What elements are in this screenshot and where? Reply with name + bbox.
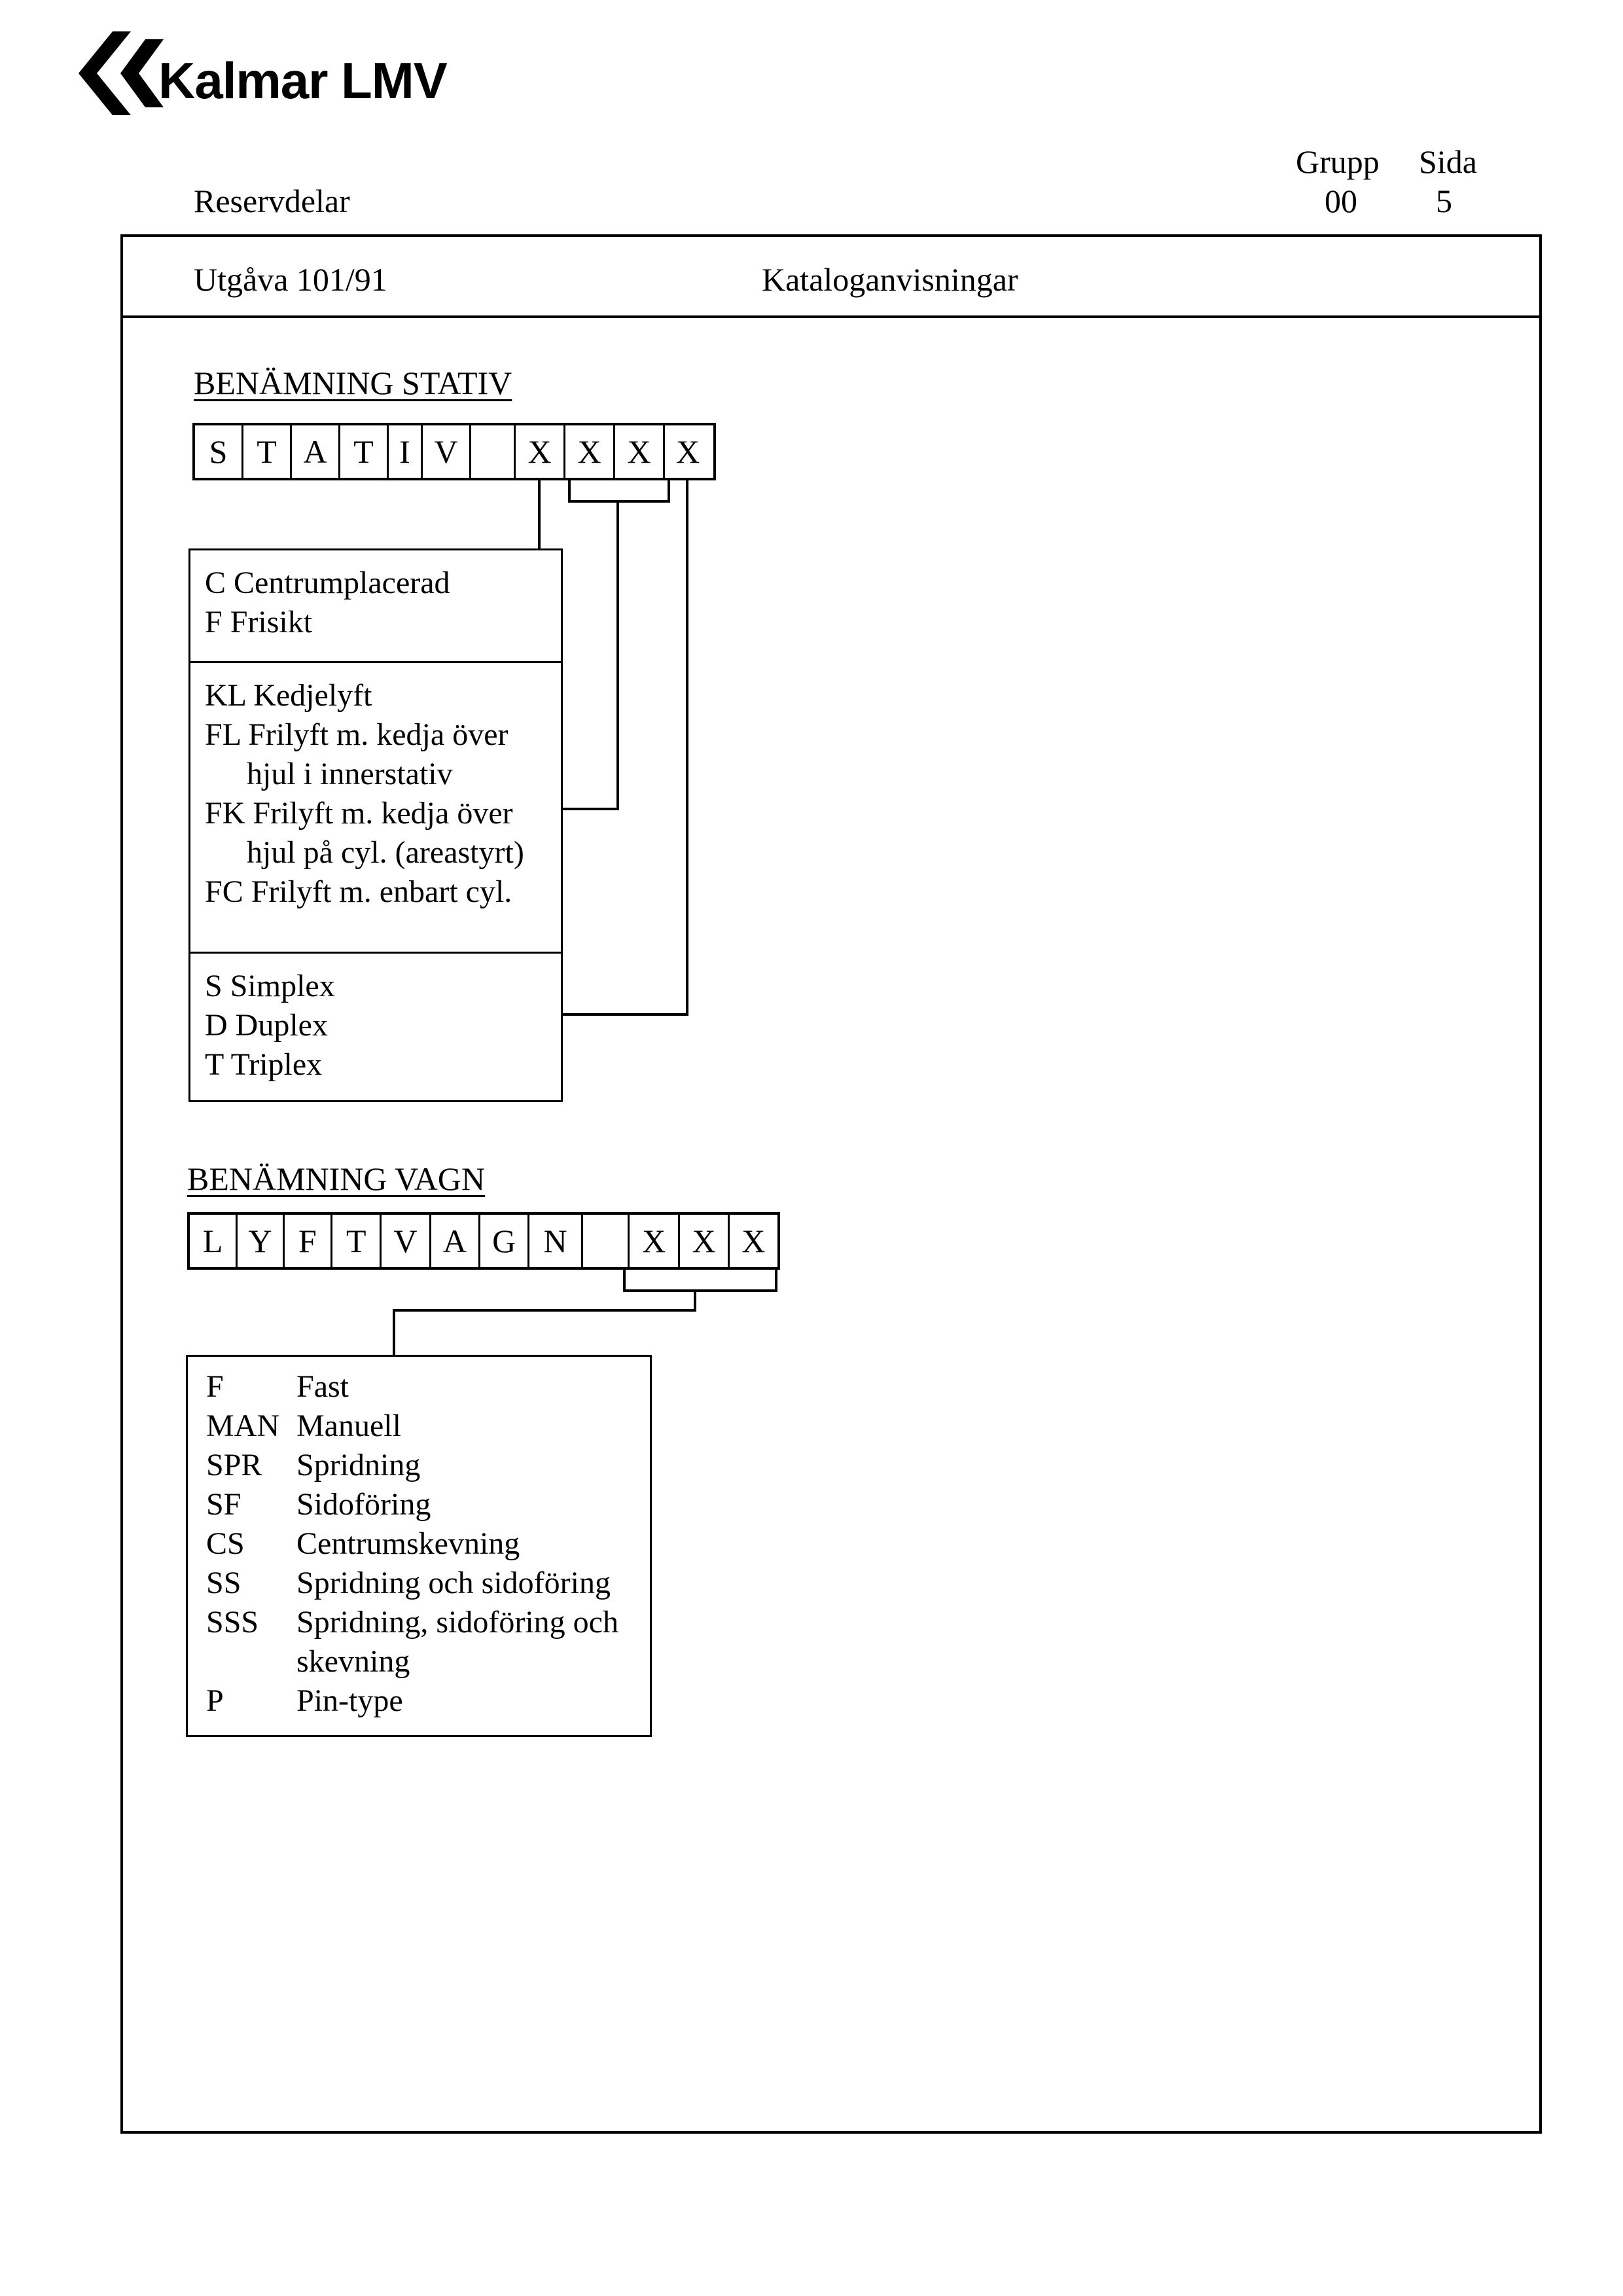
vagn-connector bbox=[623, 1289, 777, 1292]
legend-text: Pin-type bbox=[296, 1683, 403, 1718]
stativ-letter: V bbox=[423, 425, 471, 478]
legend-text: Manuell bbox=[296, 1408, 401, 1443]
legend-item: FL Frilyft m. kedja över bbox=[205, 717, 508, 752]
legend-code: MAN bbox=[206, 1408, 280, 1443]
legend-item: hjul i innerstativ bbox=[247, 757, 453, 791]
legend-code: SF bbox=[206, 1487, 241, 1522]
kalmar-chevron-icon bbox=[72, 26, 170, 118]
stativ-heading: BENÄMNING STATIV bbox=[194, 365, 512, 401]
stativ-code-boxes bbox=[192, 423, 716, 480]
section-label: Reservdelar bbox=[194, 183, 350, 219]
stativ-letter: T bbox=[340, 425, 389, 478]
stativ-legend bbox=[188, 548, 563, 1102]
stativ-connector bbox=[568, 480, 571, 501]
legend-text: Centrumskevning bbox=[296, 1526, 520, 1561]
legend-code: CS bbox=[206, 1526, 245, 1561]
stativ-placeholder: X bbox=[675, 433, 700, 470]
stativ-connector bbox=[686, 480, 688, 1016]
vagn-letter: V bbox=[382, 1215, 431, 1267]
legend-code: SSS bbox=[206, 1605, 259, 1640]
legend-text: skevning bbox=[296, 1644, 410, 1679]
stativ-letter: S bbox=[195, 425, 243, 478]
stativ-connector bbox=[568, 500, 670, 503]
legend-code: SS bbox=[206, 1566, 241, 1600]
group-value: 00 bbox=[1325, 183, 1357, 219]
legend-item bbox=[206, 1485, 650, 1524]
legend-item: C Centrumplacerad bbox=[205, 565, 450, 600]
vagn-connector bbox=[393, 1309, 395, 1356]
legend-item bbox=[206, 1367, 650, 1407]
company-logo bbox=[72, 26, 465, 118]
vagn-letter: G bbox=[480, 1215, 529, 1267]
vagn-letter: N bbox=[529, 1215, 582, 1267]
logo-text: Kalmar LMV bbox=[158, 52, 447, 109]
vagn-connector bbox=[393, 1309, 696, 1312]
stativ-placeholder: X bbox=[565, 425, 615, 478]
stativ-connector bbox=[616, 500, 619, 810]
legend-text: Spridning bbox=[296, 1448, 421, 1482]
legend-item: FC Frilyft m. enbart cyl. bbox=[205, 874, 512, 909]
vagn-connector bbox=[775, 1270, 777, 1291]
stativ-placeholder: X bbox=[516, 425, 565, 478]
vagn-placeholder: X bbox=[680, 1215, 729, 1267]
vagn-letter: L bbox=[190, 1215, 238, 1267]
stativ-connector bbox=[538, 480, 541, 548]
legend-item bbox=[206, 1446, 650, 1485]
legend-item bbox=[206, 1564, 650, 1603]
vagn-spacer bbox=[583, 1215, 630, 1267]
legend-group-lift bbox=[190, 663, 561, 954]
vagn-code-boxes bbox=[187, 1212, 780, 1270]
vagn-letter: F bbox=[285, 1215, 332, 1267]
stativ-spacer bbox=[471, 425, 516, 478]
stativ-connector bbox=[560, 1013, 688, 1016]
header-divider bbox=[120, 315, 1542, 318]
edition-label: Utgåva 101/91 bbox=[194, 261, 387, 298]
legend-item bbox=[206, 1681, 650, 1721]
stativ-letter: T bbox=[243, 425, 292, 478]
legend-text: Sidoföring bbox=[296, 1487, 431, 1522]
vagn-heading: BENÄMNING VAGN bbox=[187, 1160, 486, 1197]
vagn-connector bbox=[623, 1270, 626, 1291]
legend-text: Spridning, sidoföring och bbox=[296, 1605, 618, 1640]
legend-item bbox=[206, 1642, 650, 1681]
legend-item: hjul på cyl. (areastyrt) bbox=[247, 835, 524, 870]
legend-code: SPR bbox=[206, 1448, 262, 1482]
legend-item: KL Kedjelyft bbox=[205, 678, 372, 713]
vagn-letter: Y bbox=[238, 1215, 284, 1267]
legend-item bbox=[206, 1524, 650, 1564]
legend-text: Fast bbox=[296, 1369, 349, 1404]
page-label: Sida bbox=[1419, 143, 1477, 180]
vagn-connector bbox=[694, 1289, 696, 1312]
stativ-connector bbox=[668, 480, 670, 501]
legend-group-position bbox=[190, 550, 561, 663]
page-value: 5 bbox=[1436, 183, 1452, 219]
legend-item: D Duplex bbox=[205, 1008, 328, 1043]
legend-item: FK Frilyft m. kedja över bbox=[205, 796, 513, 831]
page-title: Kataloganvisningar bbox=[762, 261, 1018, 298]
group-label: Grupp bbox=[1296, 143, 1380, 180]
legend-item: S Simplex bbox=[205, 969, 335, 1003]
legend-item: F Frisikt bbox=[205, 605, 313, 639]
vagn-letter: A bbox=[431, 1215, 480, 1267]
legend-group-type bbox=[190, 954, 561, 1100]
legend-text: Spridning och sidoföring bbox=[296, 1566, 611, 1600]
legend-item: T Triplex bbox=[205, 1047, 323, 1082]
legend-item bbox=[206, 1407, 650, 1446]
stativ-placeholder: X bbox=[615, 425, 665, 478]
legend-code: F bbox=[206, 1369, 224, 1404]
vagn-letter: T bbox=[332, 1215, 382, 1267]
stativ-letter: A bbox=[292, 425, 340, 478]
vagn-placeholder: X bbox=[630, 1215, 680, 1267]
stativ-letter: I bbox=[389, 425, 423, 478]
legend-item bbox=[206, 1603, 650, 1642]
vagn-placeholder: X bbox=[741, 1223, 766, 1259]
stativ-connector bbox=[560, 808, 619, 810]
legend-code: P bbox=[206, 1683, 224, 1718]
vagn-legend bbox=[186, 1355, 652, 1737]
